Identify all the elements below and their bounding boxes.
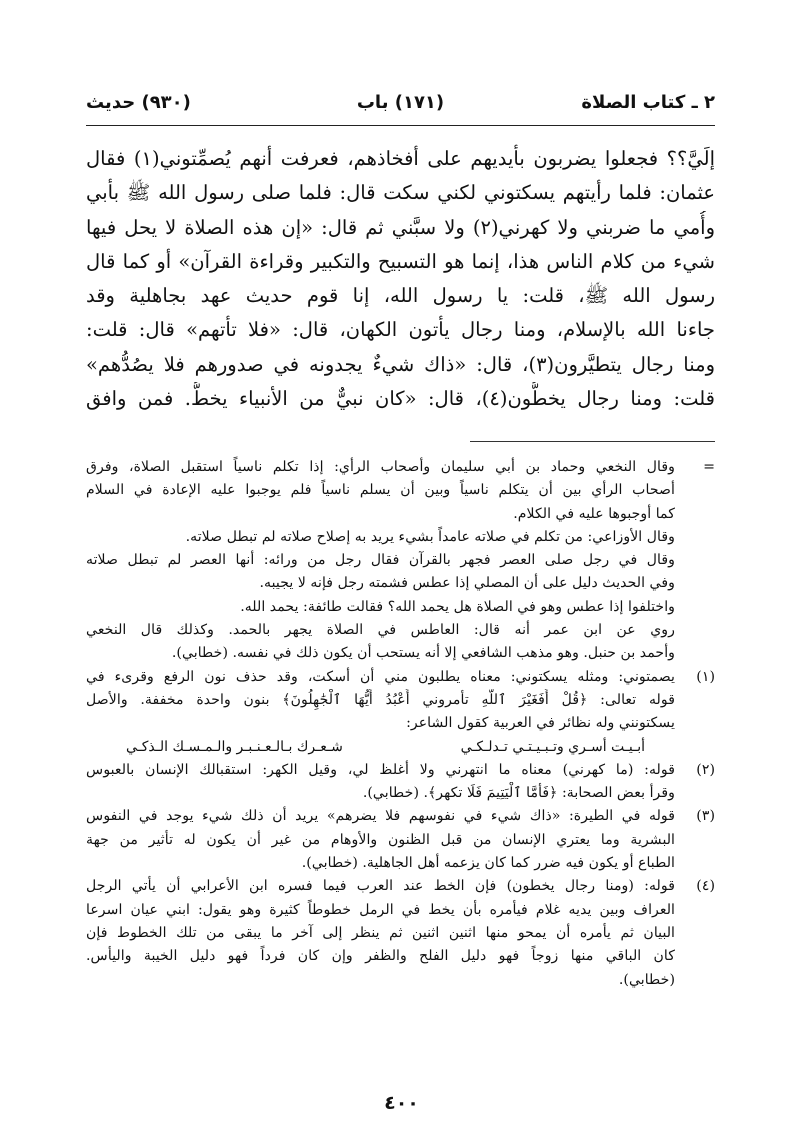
footnote-line: كان الباقي منها زوجاً فهو دليل الفلح والظفر وإن كان فرداً فهو دليل الخيبة واليأس.	[86, 948, 675, 965]
footnote-line: يصمتوني: ومثله يسكتوني: معناه يطلبون مني أن أسكت، وقد حذف نون الرفع وقرىء في	[86, 668, 675, 685]
continuation-marker: =	[703, 459, 715, 475]
footnote-line: وقرأ بعض الصحابة: ﴿فَأَمَّا ٱلْيَتِيمَ فَلَا تكهر﴾. (خطابي).	[362, 785, 675, 802]
section-title: (١٧١) باب	[356, 92, 445, 113]
footnote-line: كما أوجبوها عليه في الكلام.	[513, 505, 675, 522]
footnote-3	[86, 805, 715, 875]
footnote-line: قوله: (ما كهرني) معناه ما انتهرني ولا أغلظ لي، وقيل الكهر: استقبالك الإنسان بالعبوس	[86, 761, 675, 778]
footnote-divider	[470, 441, 715, 442]
footnote-line: روي عن ابن عمر أنه قال: العاطس في الصلاة يجهر بالحمد. وكذلك قال النخعي	[86, 622, 675, 639]
footnote-line: (خطابي).	[618, 971, 675, 988]
main-line: وأُمي ما ضربني ولا كهرني(٢) ولا سبَّني ثم قال: «إن هذه الصلاة لا يحل فيها	[86, 215, 715, 239]
footnote-line: وقال الأوزاعي: من تكلم في صلاته عامداً بشيء يريد به إصلاح صلاته لم تبطل صلاته.	[185, 528, 675, 545]
page-number: ٤٠٠	[384, 1092, 419, 1114]
main-line: شيء من كلام الناس هذا، إنما هو التسبيح والتكبير وقراءة القرآن» أو كما قال	[86, 249, 715, 273]
footnote-line: قوله تعالى: ﴿قُلْ أَفَغَيْرَ ٱللَّهِ تأمروني أَعْبُدُ أَيُّهَا ٱلْجَٰهِلُونَ﴾ بنون واحدة مخففة. والأصل	[86, 691, 675, 708]
chapter-title: ٢ ـ كتاب الصلاة	[581, 92, 715, 113]
footnote-number: (٤)	[696, 878, 715, 895]
hadith-number: (٩٣٠) حديث	[86, 92, 191, 113]
running-header	[86, 92, 715, 122]
main-line: عثمان: فلما رأيتهم يسكتوني لكني سكت قال: فلما صلى رسول الله ﷺ بأبي	[86, 181, 715, 205]
footnote-continuation	[86, 456, 715, 666]
footnote-line: البشرية وما يعتري الإنسان من قبل الظنون والأوهام من غير أن يكون له تأثير من جهة	[86, 831, 675, 848]
footnote-line: أصحاب الرأي بين أن يتكلم ناسياً وبين أن يسلم ناسياً فلم يوجبوا عليه الإعادة في السلام	[86, 482, 675, 499]
footnote-number: (١)	[696, 668, 715, 685]
footnote-number: (٣)	[696, 808, 715, 825]
poetry-verse	[86, 736, 675, 759]
footnotes	[86, 456, 715, 992]
main-line: جاءنا الله بالإسلام، ومنا رجال يأتون الكهان، قال: «فلا تأتهم» قال: قلت:	[86, 318, 715, 342]
footnote-line: قوله في الطيرة: «ذاك شيء في نفوسهم فلا يضرهم» يريد أن ذلك شيء يوجد في النفوس	[86, 808, 675, 825]
footnote-line: الطباع أو يكون فيه ضرر كما كان يزعمه أهل الجاهلية. (خطابي).	[301, 855, 675, 872]
footnote-line: يسكتونني وله نظائر في العربية كقول الشاعر:	[406, 715, 675, 732]
footnote-2	[86, 759, 715, 806]
header-divider	[86, 125, 715, 126]
main-line: ومنا رجال يتطيَّرون(٣)، قال: «ذاك شيءٌ يجدونه في صدورهم فلا يصُدُّهم»	[86, 352, 715, 376]
footnote-line: العراف وبين يديه غلام فيأمره بأن يخط في الرمل خطوطاً كثيرة وهو يقول: ابني عيان اسرعا	[86, 901, 675, 918]
footnote-line: وأحمد بن حنبل. وهو مذهب الشافعي إلا أنه يستحب أن يكون ذلك في نفسه. (خطابي).	[171, 645, 675, 662]
main-text	[86, 142, 715, 416]
footnote-line: وقال النخعي وحماد بن أبي سليمان وأصحاب الرأي: إذا تكلم ناسياً استقبل الصلاة، وفرق	[86, 459, 675, 475]
footnote-number: (٢)	[696, 761, 715, 778]
verse-second-hemistich: شـعـرك بـالـعـنـبـر والـمـسـك الـذكـي	[126, 738, 343, 755]
footnote-4	[86, 875, 715, 991]
footnote-line: البيان ثم يأمره أن يمحو منها اثنين اثنين ثم ينظر إلى آخر ما يبقى من تلك الخطوط فإن	[86, 924, 675, 941]
main-line: إلَيَّ؟؟ فجعلوا يضربون بأيديهم على أفخاذهم، فعرفت أنهم يُصمِّتوني(١) فقال	[86, 147, 715, 170]
footnote-1	[86, 666, 715, 759]
verse-first-hemistich: أبـيـت أسـري وتـبـيـتـي تـدلـكـي	[460, 738, 645, 755]
footnote-line: وفي الحديث دليل على أن المصلي إذا عطس فشمته رجل فإنه لا يجيبه.	[259, 575, 675, 592]
main-line: قلت: ومنا رجال يخطُّون(٤)، قال: «كان نبيٌّ من الأنبياء يخطُّ. فمن وافق	[86, 387, 715, 411]
main-line: رسول الله ﷺ، قلت: يا رسول الله، إنا قوم حديث عهد بجاهلية وقد	[86, 284, 715, 308]
footnote-line: قوله: (ومنا رجال يخطون) فإن الخط عند العرب فيما فسره ابن الأعرابي أن يأتي الرجل	[86, 878, 675, 895]
footnote-line: وقال في رجل صلى العصر فجهر بالقرآن فقال رجل من ورائه: أنها العصر لم تبطل صلاته	[86, 552, 675, 569]
footnote-line: واختلفوا إذا عطس وهو في الصلاة هل يحمد الله؟ فقالت طائفة: يحمد الله.	[240, 598, 675, 615]
